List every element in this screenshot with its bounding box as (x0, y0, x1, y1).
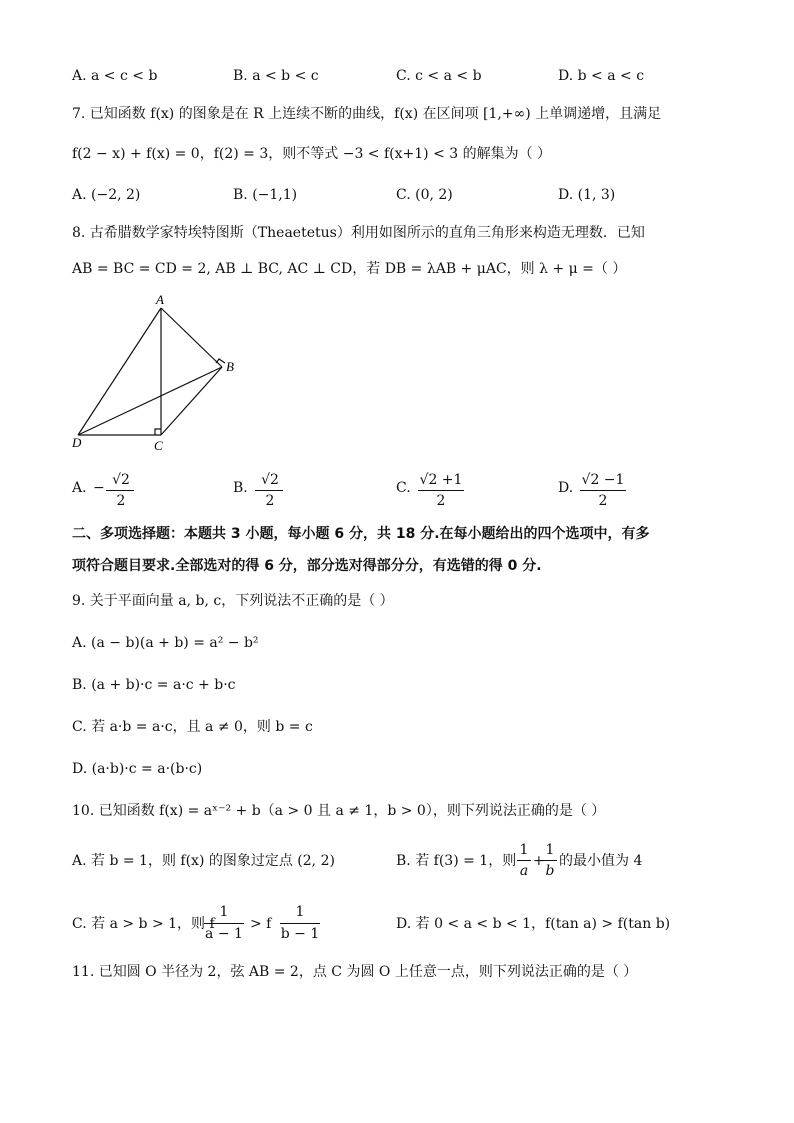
q9-option-a: A. (a − b)(a + b) = a² − b² (72, 635, 259, 651)
label-c: C (154, 438, 163, 453)
line-bc (161, 367, 222, 435)
q7-option-b: B. (−1,1) (233, 187, 298, 203)
q9-option-b: B. (a + b)·c = a·c + b·c (72, 677, 236, 693)
q6-option-d: D. b < a < c (558, 68, 645, 84)
q9-stem: 9. 关于平面向量 a, b, c，下列说法不正确的是（ ） (72, 593, 394, 609)
q7-option-a: A. (−2, 2) (72, 187, 141, 203)
q11-stem: 11. 已知圆 O 半径为 2，弦 AB = 2，点 C 为圆 O 上任意一点，则下列说法正确的是（ ） (72, 964, 638, 980)
q10-option-a: A. 若 b = 1，则 f(x) 的图象过定点 (2, 2) (72, 853, 335, 869)
q10-stem: 10. 已知函数 f(x) = aˣ⁻² + b（a > 0 且 a ≠ 1，b > 0），则下列说法正确的是（ ） (72, 803, 606, 819)
q6-option-c: C. c < a < b (396, 68, 482, 84)
q8-stem-line1: 8. 古希腊数学家特埃特图斯（Theaetetus）利用如图所示的直角三角形来构造无理数．已知 (72, 225, 645, 241)
q7-option-d: D. (1, 3) (558, 187, 616, 203)
label-d: D (72, 435, 82, 450)
q7-stem-line2: f(2 − x) + f(x) = 0，f(2) = 3，则不等式 −3 < f(x+1) < 3 的解集为（ ） (72, 146, 552, 162)
label-b: B (226, 359, 234, 374)
q7-option-c: C. (0, 2) (396, 187, 453, 203)
right-angle-mark-c (155, 429, 161, 435)
q9-option-d: D. (a·b)·c = a·(b·c) (72, 761, 203, 777)
label-a: A (156, 292, 164, 307)
q10-option-b: B. 若 f(3) = 1，则 1 a + 1 b 的最小值为 4 (396, 842, 643, 879)
q7-stem-line1: 7. 已知函数 f(x) 的图象是在 R 上连续不断的曲线，f(x) 在区间项 [1,+∞) 上单调递增，且满足 (72, 106, 662, 122)
section2-heading-line2: 项符合题目要求.全部选对的得 6 分，部分选对得部分分，有选错的得 0 分. (72, 558, 542, 574)
q8-stem-line2: AB = BC = CD = 2, AB ⊥ BC, AC ⊥ CD，若 DB = λAB + μAC，则 λ + μ =（ ） (72, 261, 627, 277)
q6-option-a: A. a < c < b (72, 68, 158, 84)
line-ab (161, 308, 222, 367)
q6-option-b: B. a < b < c (233, 68, 319, 84)
section2-heading-line1: 二、多项选择题：本题共 3 小题，每小题 6 分，共 18 分.在每小题给出的四个选项中，有多 (72, 526, 650, 542)
q10-option-c: C. 若 a > b > 1，则 f 1 a − 1 > f 1 b − 1 (72, 904, 320, 942)
q8-triangle-figure (60, 290, 260, 455)
q10-option-d: D. 若 0 < a < b < 1，f(tan a) > f(tan b) (396, 916, 671, 932)
q9-option-c: C. 若 a·b = a·c，且 a ≠ 0，则 b = c (72, 719, 313, 735)
